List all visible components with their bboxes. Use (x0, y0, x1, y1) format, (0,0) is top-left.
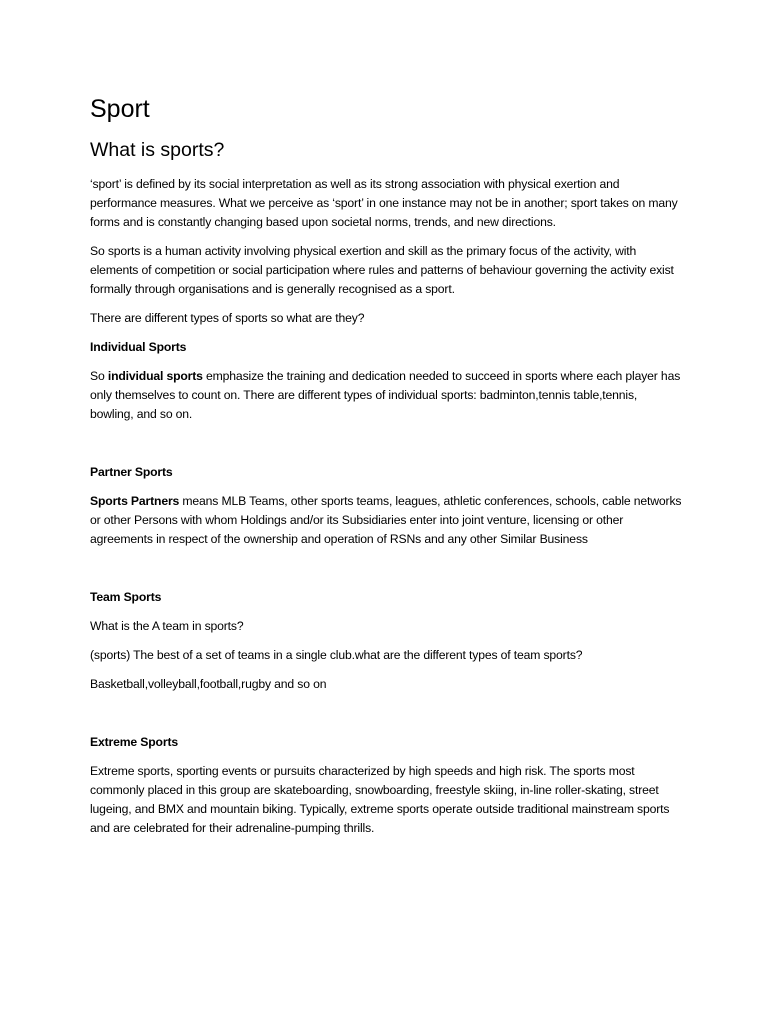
individual-body-text: emphasize the training and dedication needed to succeed in sports where each player has only themselves to count on. There are different types of individual sports: badminton,tennis table,tennis, bowling, and so on. (90, 369, 681, 421)
section-spacer (90, 434, 682, 463)
individual-sports-heading: Individual Sports (90, 340, 187, 354)
section-spacer (90, 704, 682, 733)
partner-sports-paragraph (90, 492, 682, 549)
partner-bold-term: Sports Partners (90, 494, 180, 508)
intro-paragraph-2: So sports is a human activity involving physical exertion and skill as the primary focus of the activity, with elements of competition or social participation where rules and patterns of behaviour governing the activity exist formally through organisations and is generally recognised as a sport. (90, 244, 674, 296)
intro-paragraph-3: There are different types of sports so what are they? (90, 311, 365, 325)
team-sports-heading: Team Sports (90, 590, 162, 604)
partner-sports-heading: Partner Sports (90, 465, 173, 479)
individual-lead-text: So (90, 369, 108, 383)
extreme-sports-heading: Extreme Sports (90, 735, 178, 749)
extreme-sports-paragraph: Extreme sports, sporting events or pursuits characterized by high speeds and high risk. The sports most commonly placed in this group are skateboarding, snowboarding, freestyle skiing, in-line roller-skating, street lugeing, and BMX and mountain biking. Typically, extreme sports operate outside traditional mainstream sports and are celebrated for their adrenaline-pumping thrills. (90, 764, 670, 835)
partner-body-text: means MLB Teams, other sports teams, leagues, athletic conferences, schools, cable networks or other Persons with whom Holdings and/or its Subsidiaries enter into joint venture, licensing or other agreements in respect of the ownership and operation of RSNs and any other Similar Business (90, 494, 682, 546)
section-spacer (90, 559, 682, 588)
individual-sports-paragraph (90, 367, 682, 424)
team-sports-paragraph-1: What is the A team in sports? (90, 619, 244, 633)
team-sports-paragraph-2: (sports) The best of a set of teams in a single club.what are the different types of team sports? (90, 648, 583, 662)
document-subtitle: What is sports? (90, 139, 225, 161)
document-title: Sport (90, 95, 150, 123)
document-body (90, 93, 682, 848)
team-sports-paragraph-3: Basketball,volleyball,football,rugby and so on (90, 677, 327, 691)
individual-bold-term: individual sports (107, 369, 203, 383)
intro-paragraph-1: ‘sport’ is defined by its social interpretation as well as its strong association with physical exertion and performance measures. What we perceive as ‘sport’ in one instance may not be in another; sport takes on many forms and is constantly changing based upon societal norms, trends, and new directions. (90, 177, 678, 229)
